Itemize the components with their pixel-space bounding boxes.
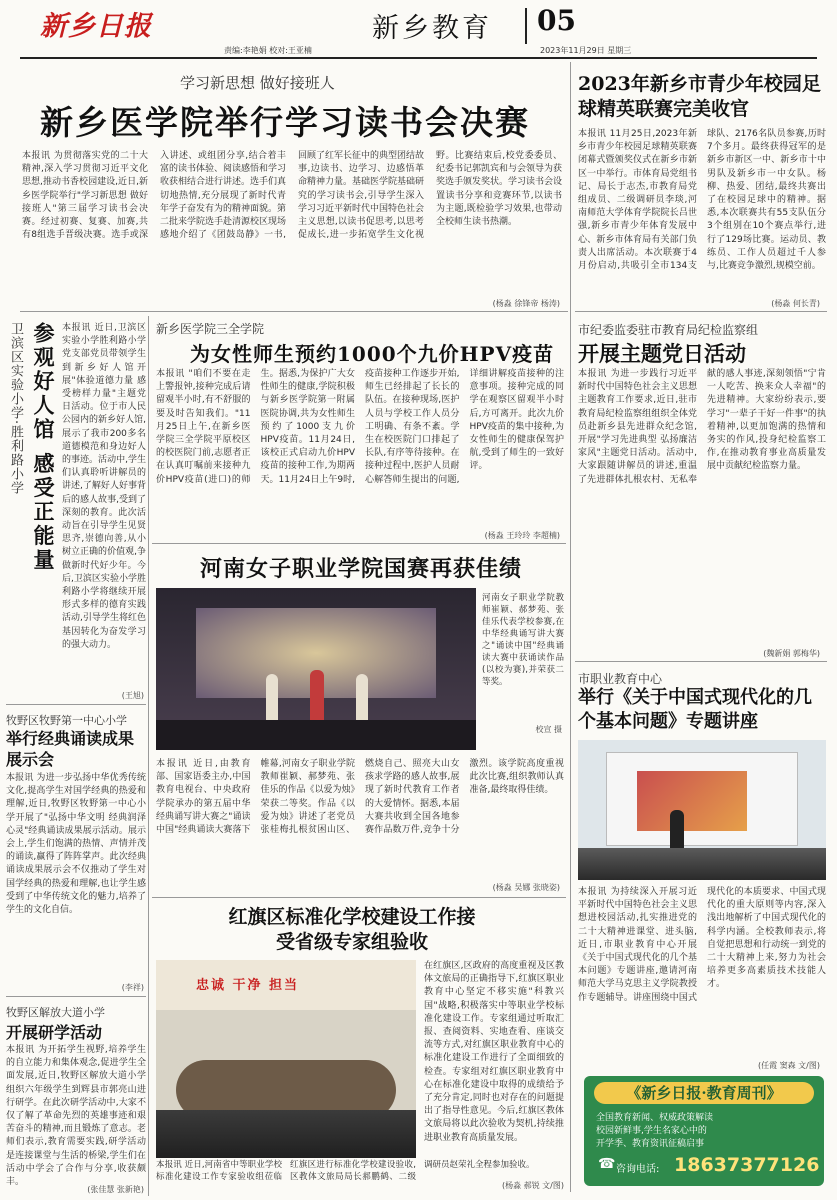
party-kicker: 市纪委监委驻市教育局纪检监察组 — [578, 323, 759, 337]
lead-byline: (杨淼 徐锋帝 杨涛) — [492, 299, 560, 308]
football-byline: (杨淼 何长青) — [771, 299, 820, 308]
hongqi-body: 在红旗区,区政府的高度重视及区教体文旅局的正确指导下,红旗区职业教育中心坚定不移实施"科教兴国"战略,积极落实中等职业学校标准化建设工作。专家组通过听取汇报、查阅资料、实地查看、座谈交流等方式,对红旗区职业教育中心的标准化建设工作进行了全面细致的检查。专家组对红旗区职业教育中心在标准化建设中取得的成绩给予了充分肯定,同时也对存在的问题提出了指导性意见。今后,红旗区教体文旅局将以此次验收为契机,持续推进职业教育高质量发展。 — [424, 961, 564, 1143]
weiquan-byline: (王旭) — [121, 691, 144, 700]
presentation-screen — [606, 752, 798, 846]
ad-title: 《新乡日报·教育周刊》 — [594, 1082, 814, 1104]
ad-hotline: 18637377126 — [674, 1154, 820, 1176]
jiefang-byline: (张佳慧 张新艳) — [87, 1185, 144, 1194]
henan-title: 河南女子职业学院国赛再获佳绩 — [200, 556, 523, 582]
page-number: 05 — [537, 4, 576, 37]
lead-bottom-rule — [20, 311, 568, 312]
party-title: 开展主题党日活动 — [578, 341, 746, 366]
ad-box — [584, 1076, 824, 1186]
ad-hotline-label: 咨询电话: — [616, 1164, 660, 1175]
lead-title: 新乡医学院举行学习读书会决赛 — [40, 103, 530, 142]
masthead-rule — [20, 57, 817, 59]
lecture-byline: (任霞 窦森 文/图) — [757, 1061, 820, 1070]
performer-right — [356, 674, 368, 720]
weiquan-rule — [6, 704, 146, 705]
lead-kicker: 学习新思想 做好接班人 — [180, 74, 335, 92]
henan-caption: 河南女子职业学院教师崔颖、郝梦苑、张佳乐代表学校参赛,在中华经典诵写讲大赛之"诵读中国"经典诵读大赛中获诵读作品(以校为赛),并荣获二等奖。 — [482, 593, 564, 687]
performer-center — [310, 670, 324, 722]
column-divider-right — [570, 62, 571, 1192]
attendees — [156, 1110, 416, 1158]
weiquan-title: 参观好人馆 感受正能量 — [31, 322, 56, 573]
column-divider-left — [148, 316, 149, 1196]
henan-body: 本报讯 近日,由教育部、国家语委主办,中国教育电视台、中央政府学院承办的第五届中华经典诵写讲大赛之"诵读中国"经典诵读大赛落下帷幕,河南女子职业学院教师崔颖、郝梦苑、张佳乐的作品《以爱为烛》荣获二等奖。作品《以爱为烛》讲述了老党员张桂梅扎根贫困山区、燃烧自己、照亮大山女孩求学路的感人故事,展现了新时代教育工作者的大爱情怀。据悉,本届大赛共收到全国各地参赛作品数万件,竞争十分激烈。该学院高度重视此次比赛,组织教师认真准备,最终取得佳绩。 — [156, 759, 564, 836]
muye-rule — [6, 996, 146, 997]
henan-photo — [156, 588, 476, 750]
football-rule — [575, 311, 827, 312]
hpv-rule — [152, 543, 566, 544]
lecture-title: 举行《关于中国式现代化的几个基本问题》专题讲座 — [578, 687, 812, 732]
jiefang-body: 本报讯 为开拓学生视野,培养学生的自立能力和集体观念,促进学生全面发展,近日,牧野区解放大道小学组织六年级学生到辉县市郭亮山进行研学。在此次研学活动中,大家不仅了解了革命先烈的英雄事迹和艰苦奋斗的精神,而且锻炼了意志。老师们表示,教育需要实践,研学活动是连接课堂与生活的桥梁,学生们在活动中学会了合作与分享,收获颇丰。 — [6, 1045, 146, 1188]
hongqi-byline: (杨淼 郝锐 文/图) — [501, 1181, 564, 1190]
audience-row — [578, 848, 826, 880]
hongqi-title: 红旗区标准化学校建设工作接受省级专家组验收 — [228, 906, 476, 953]
hpv-title: 为女性师生预约1000个九价HPV疫苗 — [190, 342, 555, 366]
stage-floor — [156, 720, 476, 750]
section-title: 新乡教育 — [372, 13, 492, 44]
hpv-kicker: 新乡医学院三全学院 — [156, 322, 265, 336]
speaker-figure — [670, 810, 684, 850]
weiquan-school: 卫滨区实验小学·胜利路小学 — [8, 322, 23, 496]
muye-byline: (李祥) — [121, 983, 144, 992]
masthead-divider — [525, 8, 527, 44]
muye-title: 举行经典诵读成果展示会 — [6, 729, 135, 769]
lecture-photo — [578, 740, 826, 880]
henan-byline: (杨淼 吴娜 张晓姿) — [492, 883, 560, 892]
hongqi-banner: 忠诚 干净 担当 — [196, 978, 300, 993]
masthead-logo: 新乡日报 — [40, 11, 152, 42]
henan-caption-credit: 校宣 摄 — [535, 725, 562, 734]
lecture-body: 本报讯 为持续深入开展习近平新时代中国特色社会主义思想进校园活动,扎实推进党的二十大精神进课堂、进头脑,近日,市职业教育中心开展《关于中国式现代化的几个基本问题》专题讲座,邀请河南师范大学马克思主义学院教授作专题辅导。讲座围绕中国式现代化的本质要求、中国式现代化的重大原则等内容,深入浅出地解析了中国式现代化的科学内涵。全校教师表示,将自觉把思想和行动统一到党的二十大精神上来,努力为社会培养更多高素质技术技能人才。 — [578, 887, 826, 1003]
performer-left — [266, 674, 278, 720]
party-body: 本报讯 为进一步践行习近平新时代中国特色社会主义思想主题教育工作要求,近日,驻市教育局纪检监察组组织全体党员赴新乡县先进群众纪念馆,开展"学习先进典型 弘扬廉洁家风"主题党日活动。活动中,大家跟随讲解员的讲述,重温了先进群体扎根农村、无私奉献的感人事迹,深刻领悟"宁肯一人吃苦、换来众人幸福"的先进精神。大家纷纷表示,要学习"一辈子干好一件事"的执着精神,以更加饱满的热情和务实的作风,投身纪检监察工作,在推动教育事业高质量发展中贡献纪检监察力量。 — [578, 369, 826, 485]
muye-body: 本报讯 为进一步弘扬中华优秀传统文化,提高学生对国学经典的热爱和理解,近日,牧野区牧野第一中心小学开展了"弘扬中华文明 经典润泽心灵"经典诵读成果展示活动。展示会上,学生们饱满的热情、声情并茂的诵读,赢得了阵阵掌声。此次经典诵读成果展示会不仅推动了学生对国学经典的热爱和理解,也让学生感受到了中华传统文化的魅力,培养了学生的文化自信。 — [6, 773, 146, 916]
weiquan-body: 本报讯 近日,卫滨区实验小学胜利路小学党支部党员带领学生到新乡好人馆开展"体验道德力量 感受榜样力量"主题党日活动。位于市人民公园内的新乡好人馆,展示了我市200多名道德模范和身边好人的事迹。活动中,学生们认真聆听讲解员的讲述,了解好人好事背后的感人故事,受到了深刻的教育。此次活动旨在引导学生见贤思齐,崇德向善,从小树立正确的价值观,争做新时代好少年。今后,卫滨区实验小学胜利路小学将继续开展形式多样的德育实践活动,引导学生将红色基因转化为奋发学习的强大动力。 — [62, 323, 146, 650]
hongqi-caption: 本报讯 近日,河南省中等职业学校标准化建设工作专家验收组莅临红旗区进行标准化学校建设验收,区教体文旅局局长郝鹏鹤、二级调研员赵荣礼全程参加验收。 — [156, 1160, 535, 1182]
ad-line-1: 全国教育新闻、权威政策解读 — [596, 1113, 714, 1123]
date-line: 2023年11月29日 星期三 — [540, 46, 632, 55]
jiefang-kicker: 牧野区解放大道小学 — [6, 1006, 105, 1019]
jiefang-title: 开展研学活动 — [6, 1023, 103, 1042]
football-title: 2023年新乡市青少年校园足球精英联赛完美收官 — [578, 73, 821, 120]
hpv-body: 本报讯 "咱们不要在走上警报钟,接种完成后请留观半小时,有不舒服的要及时告知我们。"11月25日上午,在新乡医学院三全学院平原校区的校医院门前,志愿者正在认真叮嘱前来接种九价HPV疫苗(进口)的师生。据悉,为保护广大女性师生的健康,学院积极与新乡医学院第一附属医院协调,共为女性师生预约了1000支九价HPV疫苗。11月24日,该校正式启动九价HPV疫苗的接种工作,为期两天。11月24日上午9时,疫苗接种工作逐步开始,师生已经排起了长长的队伍。在接种现场,医护人员与学校工作人员分工明确、有条不紊。学生在校医院门口排起了长队,有序等待接种。在接种过程中,医护人员耐心解答师生提出的问题,详细讲解疫苗接种的注意事项。接种完成的同学在观察区留观半小时后,方可离开。此次九价HPV疫苗的集中接种,为女性师生的健康保驾护航,受到了师生的一致好评。 — [156, 369, 564, 485]
ad-line-3: 开学季、教育资讯征稿启事 — [596, 1139, 705, 1149]
editor-line: 责编:李艳娟 校对:王亚楠 — [224, 46, 312, 55]
henan-rule — [152, 897, 566, 898]
football-body: 本报讯 11月25日,2023年新乡市青少年校园足球精英联赛闭幕式暨颁奖仪式在新乡市新区一中举行。市体育局党组书记、局长于志杰,市教育局党组成员、二级调研员李琰,河南师范大学体育学院院长吕世强,新乡市青少年体育发展中心、新乡市体育局有关部门负责人出席活动。本次联赛于4月份启动,共吸引全市134支球队、2176名队员参赛,历时7个多月。最终获得冠军的是新乡市新区一中、新乡市十中男队及新乡市一中女队。杨柳、热爱、团结,最终共赛出了在校园足球中的精神。据悉,本次联赛共有55支队伍分3个组别在10个赛点举行,进行了129场比赛。运动员、教练员、工作人员超过千人参与,比赛竞争激烈,规模空前。 — [578, 129, 826, 272]
hpv-byline: (杨淼 王玲玲 李超楠) — [484, 531, 560, 540]
lead-body: 本报讯 为贯彻落实党的二十大精神,深入学习贯彻习近平文化思想,推动书香校园建设,近日,新乡医学院举行"学习新思想 做好接班人"第三届学习读书会决赛。经过初赛、复赛、加赛,共有8组选手晋级决赛。选手或深入讲述、或组团分享,结合着丰富的读书体验、阅读感悟和学习收获相结合进行讲述。选手们真切地热情,充分展现了新时代青年学子奋发有为的精神面貌。第二批来学院选手赴清源校区现场感地介绍了《团鼓岛静》一书,回顾了红军长征中的典型团结故事,边读书、边学习、边感悟革命精神力量。基础医学院基础研究的学习读书会,引导学生深入学习习近平新时代中国特色社会主义思想,以读书促思考,以思考促成长,进一步拓宽学生文化视野。比赛结束后,校党委委员、纪委书记郭凯宾和与会领导为获奖选手颁发奖状。学习读书会设置读书分享和竞赛环节,以读书为主题,既检验学习效果,也带动全校师生读书热潮。 — [22, 151, 563, 241]
party-rule — [575, 661, 827, 662]
phone-icon: ☎ — [598, 1156, 616, 1172]
party-byline: (魏新娟 郭梅华) — [763, 649, 820, 658]
muye-kicker: 牧野区牧野第一中心小学 — [6, 714, 127, 727]
ad-line-2: 校园新鲜事,学生名家心中的 — [596, 1126, 707, 1136]
hongqi-photo — [156, 960, 416, 1158]
lecture-kicker: 市职业教育中心 — [578, 672, 663, 686]
